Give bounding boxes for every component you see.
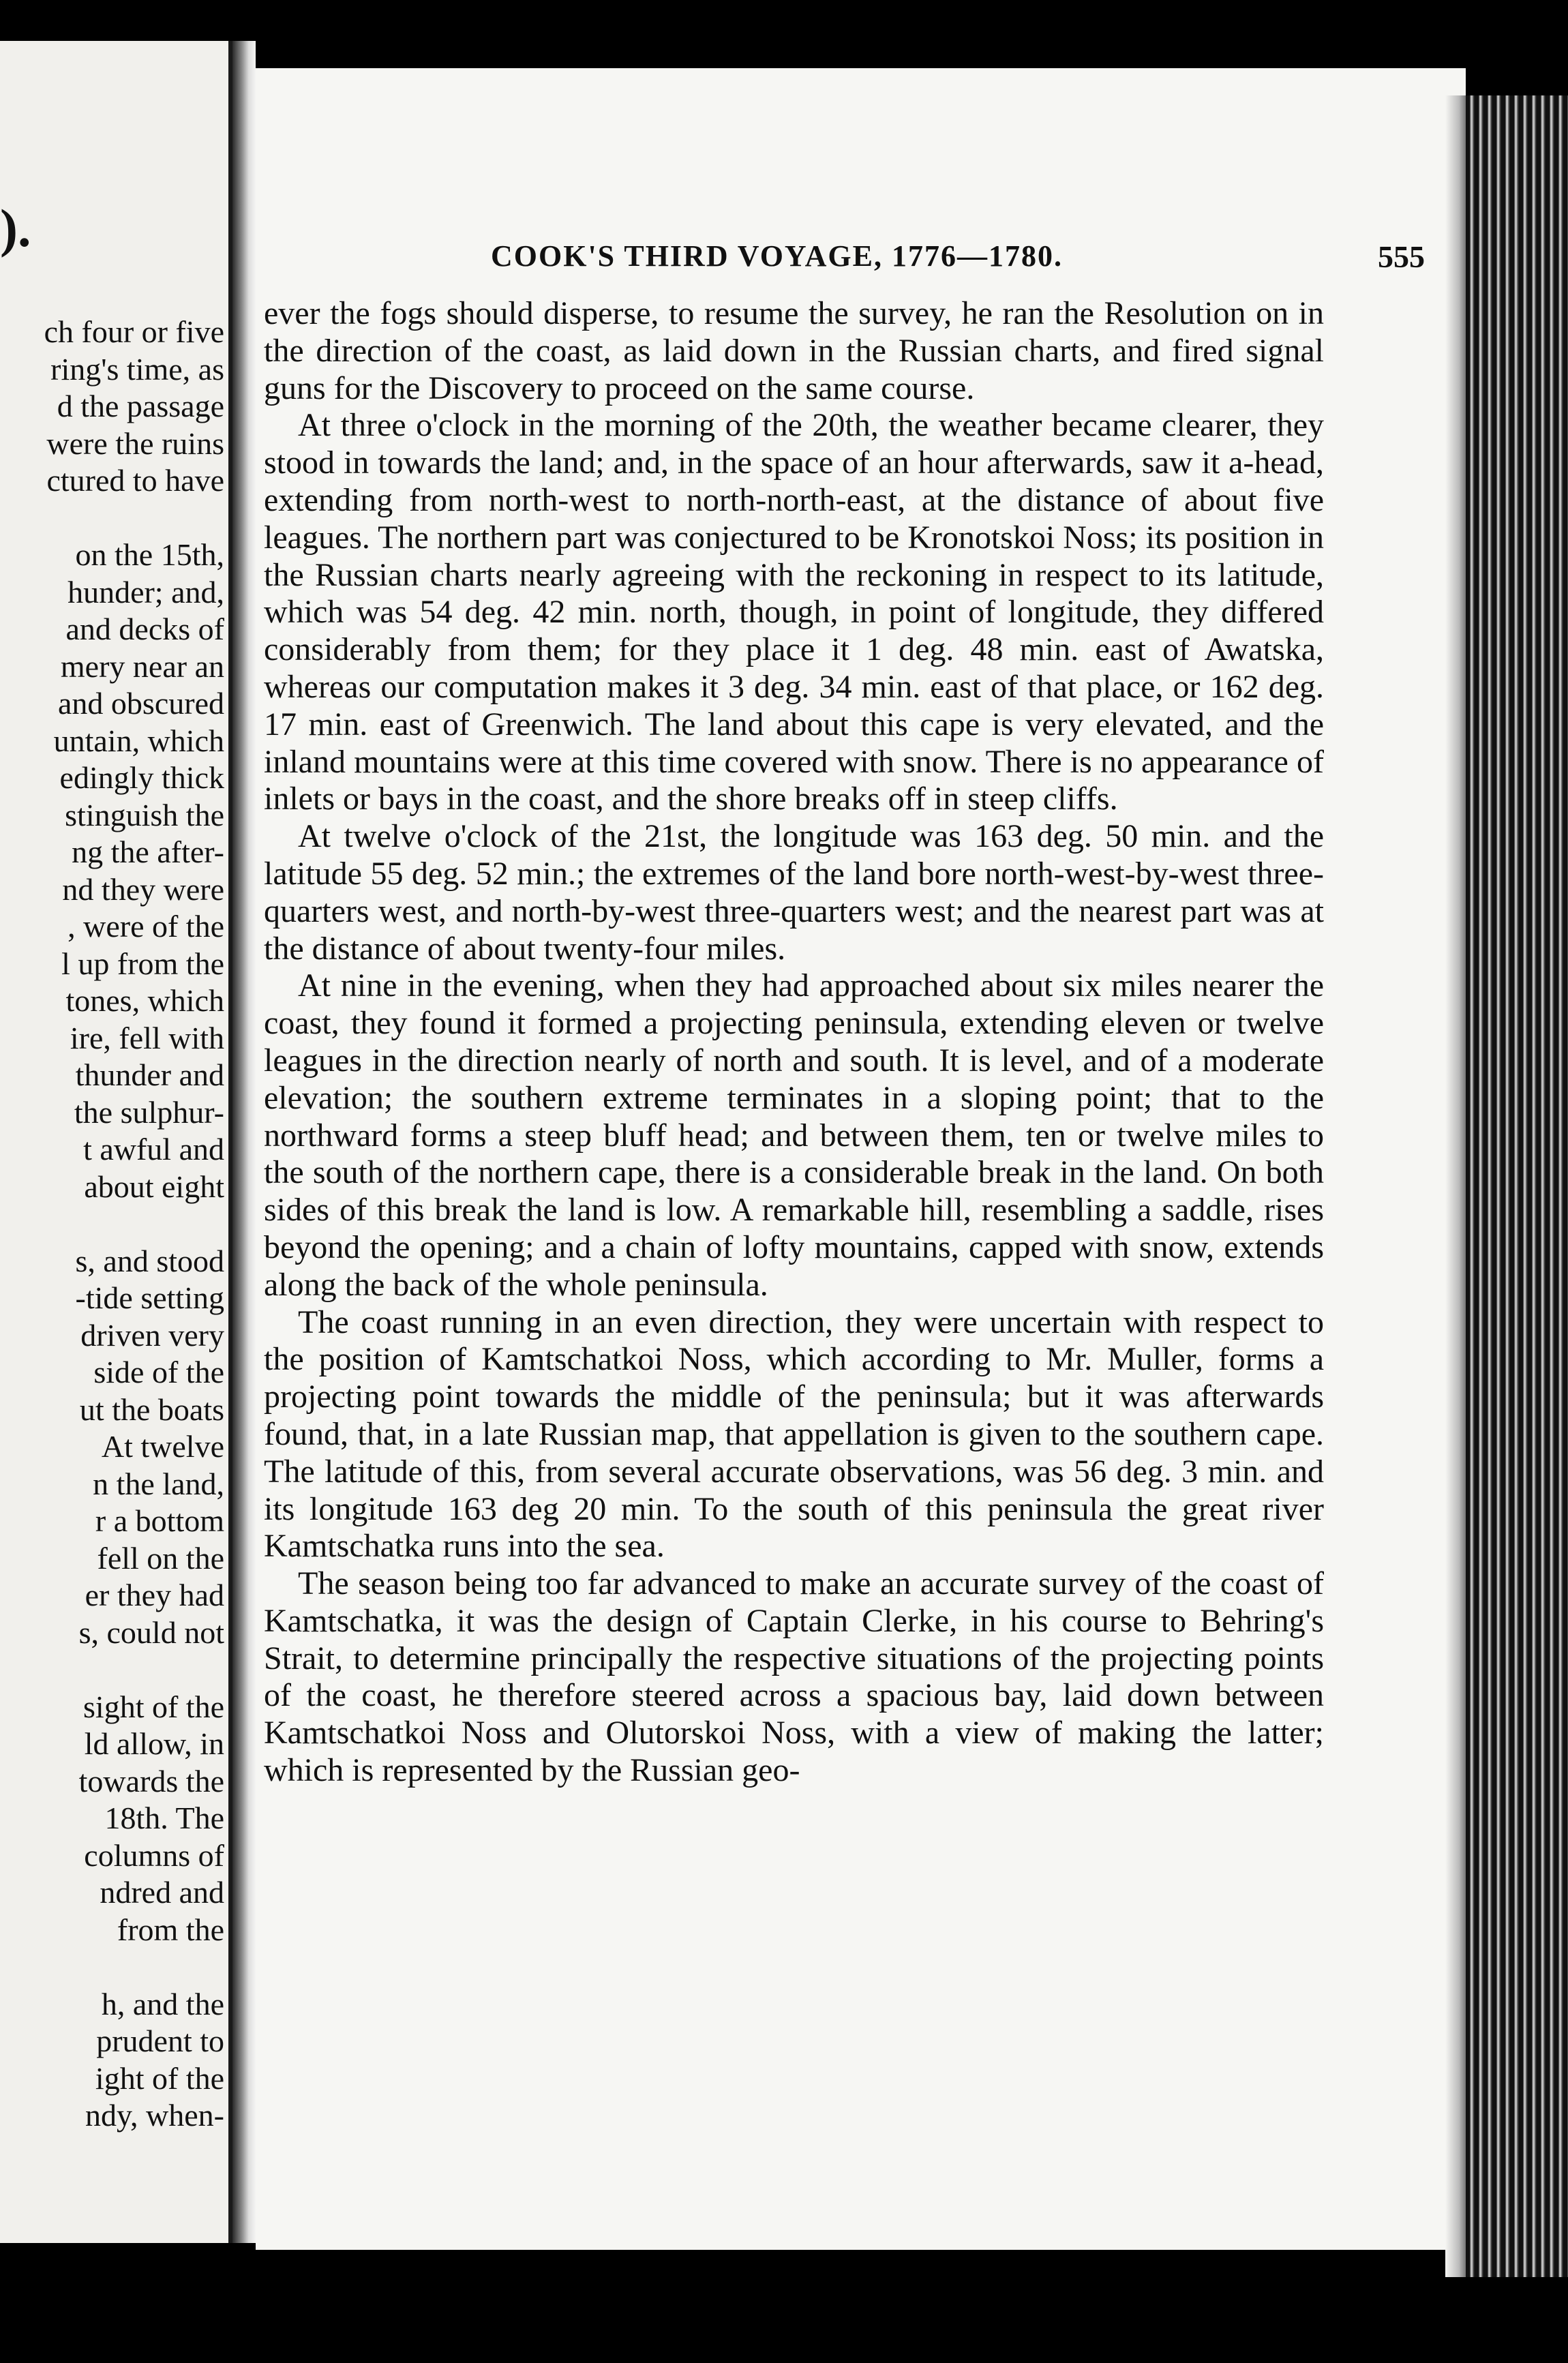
left-line: and decks of <box>65 612 224 646</box>
left-line: ch four or five <box>44 314 224 349</box>
left-line: the sulphur- <box>74 1094 224 1130</box>
left-line: side of the <box>93 1355 224 1389</box>
left-line: tones, which <box>65 983 224 1018</box>
left-line: ld allow, in <box>84 1726 224 1761</box>
paragraph: At three o'clock in the morning of the 20th, the weather became clearer, they stood in towards the land; and, in the space of an hour afterwards, saw it a-head, extending from north-west to north-north-east, at the distance of about five leagues. The northern part was conjectured to be Kronotskoi Noss; its position in the Russian charts nearly agreeing with the reckoning in respect to its latitude, which was 54 deg. 42 min. north, though, in point of longitude, they differed considerably from them; for they place it 1 deg. 48 min. east of Awatska, whereas our computation makes it 3 deg. 34 min. east of that place, or 162 deg. 17 min. east of Greenwich. The land about this cape is very elevated, and the inland mountains were at this time covered with snow. There is no appearance of inlets or bays in the coast, and the shore breaks off in steep cliffs. <box>264 407 1324 817</box>
left-line <box>0 500 224 537</box>
left-page-text <box>0 314 224 2135</box>
left-line: thunder and <box>75 1057 224 1092</box>
left-line: from the <box>117 1912 224 1947</box>
page-number: 555 <box>1378 239 1425 274</box>
left-line: prudent to <box>96 2023 224 2058</box>
paragraph: At twelve o'clock of the 21st, the longitude was 163 deg. 50 min. and the latitude 55 deg. 52 min.; the extremes of the land bore north-west-by-west three-quarters west, and north-by-west three-quarters west; and the nearest part was at the distance of about twenty-four miles. <box>264 818 1324 967</box>
paragraph: The season being too far advanced to make an accurate survey of the coast of Kamtschatka, it was the design of Captain Clerke, in his course to Behring's Strait, to determine principally the respective situations of the projecting points of the coast, he therefore steered across a spacious bay, laid down between Kamtschatkoi Noss and Olutorskoi Noss, with a view of making the latter; which is represented by the Russian geo- <box>264 1565 1324 1789</box>
body-text <box>264 295 1324 1790</box>
left-line: ng the after- <box>72 834 224 869</box>
main-page <box>256 68 1466 2250</box>
left-line: , were of the <box>67 909 224 944</box>
left-line: s, and stood <box>75 1243 224 1278</box>
left-line: t awful and <box>83 1132 224 1167</box>
left-line: were the ruins <box>46 425 224 461</box>
book-page-edges <box>1466 95 1568 2277</box>
left-line: stinguish the <box>65 797 224 832</box>
page-header <box>256 239 1466 280</box>
left-line: d the passage <box>57 389 224 423</box>
left-line: untain, which <box>53 723 224 758</box>
left-line: ut the boats <box>79 1391 224 1427</box>
left-line: At twelve <box>101 1429 224 1464</box>
paragraph: At nine in the evening, when they had approached about six miles nearer the coast, they found it formed a projecting peninsula, extending eleven or twelve leagues in the direction nearly of north and south. It is level, and of a moderate elevation; the southern extreme terminates in a sloping point; that to the northward forms a steep bluff head; and between them, ten or twelve miles to the south of the northern cape, there is a considerable break in the land. On both sides of this break the land is low. A remarkable hill, resembling a saddle, rises beyond the opening; and a chain of lofty mountains, capped with snow, extends along the back of the whole peninsula. <box>264 967 1324 1303</box>
left-line: h, and the <box>101 1986 224 2021</box>
left-line: er they had <box>85 1578 224 1612</box>
left-line: ndred and <box>100 1875 224 1910</box>
left-line: mery near an <box>60 648 224 684</box>
left-line: on the 15th, <box>75 537 224 572</box>
left-line <box>0 1651 224 1689</box>
left-line: s, could not <box>78 1614 224 1650</box>
left-line: ctured to have <box>46 463 224 498</box>
left-line: ndy, when- <box>85 2098 224 2133</box>
left-line: and obscured <box>58 686 224 721</box>
left-facing-page <box>0 41 232 2243</box>
left-line: about eight <box>84 1169 224 1204</box>
running-head: COOK'S THIRD VOYAGE, 1776—1780. <box>491 239 1064 273</box>
left-line: ire, fell with <box>70 1020 224 1055</box>
paragraph: The coast running in an even direction, they were uncertain with respect to the position of Kamtschatkoi Noss, which according to Mr. Muller, forms a projecting point towards the middle of the peninsula; but it was afterwards found, that, in a late Russian map, that appellation is given to the southern cape. The latitude of this, from several accurate observations, was 56 deg. 3 min. and its longitude 163 deg 20 min. To the south of this peninsula the great river Kamtschatka runs into the sea. <box>264 1304 1324 1565</box>
left-line: r a bottom <box>95 1503 224 1538</box>
book-gutter <box>232 41 256 2243</box>
left-line: -tide setting <box>75 1280 224 1315</box>
left-line <box>0 1205 224 1243</box>
left-line: driven very <box>80 1317 224 1353</box>
left-line: l up from the <box>61 946 224 981</box>
left-line: hunder; and, <box>67 574 224 609</box>
left-line: ring's time, as <box>50 351 224 387</box>
left-line: edingly thick <box>59 760 224 795</box>
left-line: ight of the <box>95 2060 224 2096</box>
left-line: nd they were <box>62 871 224 907</box>
left-line: columns of <box>84 1837 224 1873</box>
left-line: n the land, <box>93 1466 224 1501</box>
left-line: towards the <box>78 1763 224 1798</box>
left-page-corner-mark: ). <box>0 198 31 258</box>
left-line: sight of the <box>83 1689 224 1724</box>
left-line: 18th. The <box>104 1801 224 1835</box>
left-line: fell on the <box>97 1540 224 1576</box>
left-line <box>0 1948 224 1986</box>
paragraph: ever the fogs should disperse, to resume the survey, he ran the Resolution on in the direction of the coast, as laid down in the Russian charts, and fired signal guns for the Discovery to proceed on the same course. <box>264 295 1324 406</box>
